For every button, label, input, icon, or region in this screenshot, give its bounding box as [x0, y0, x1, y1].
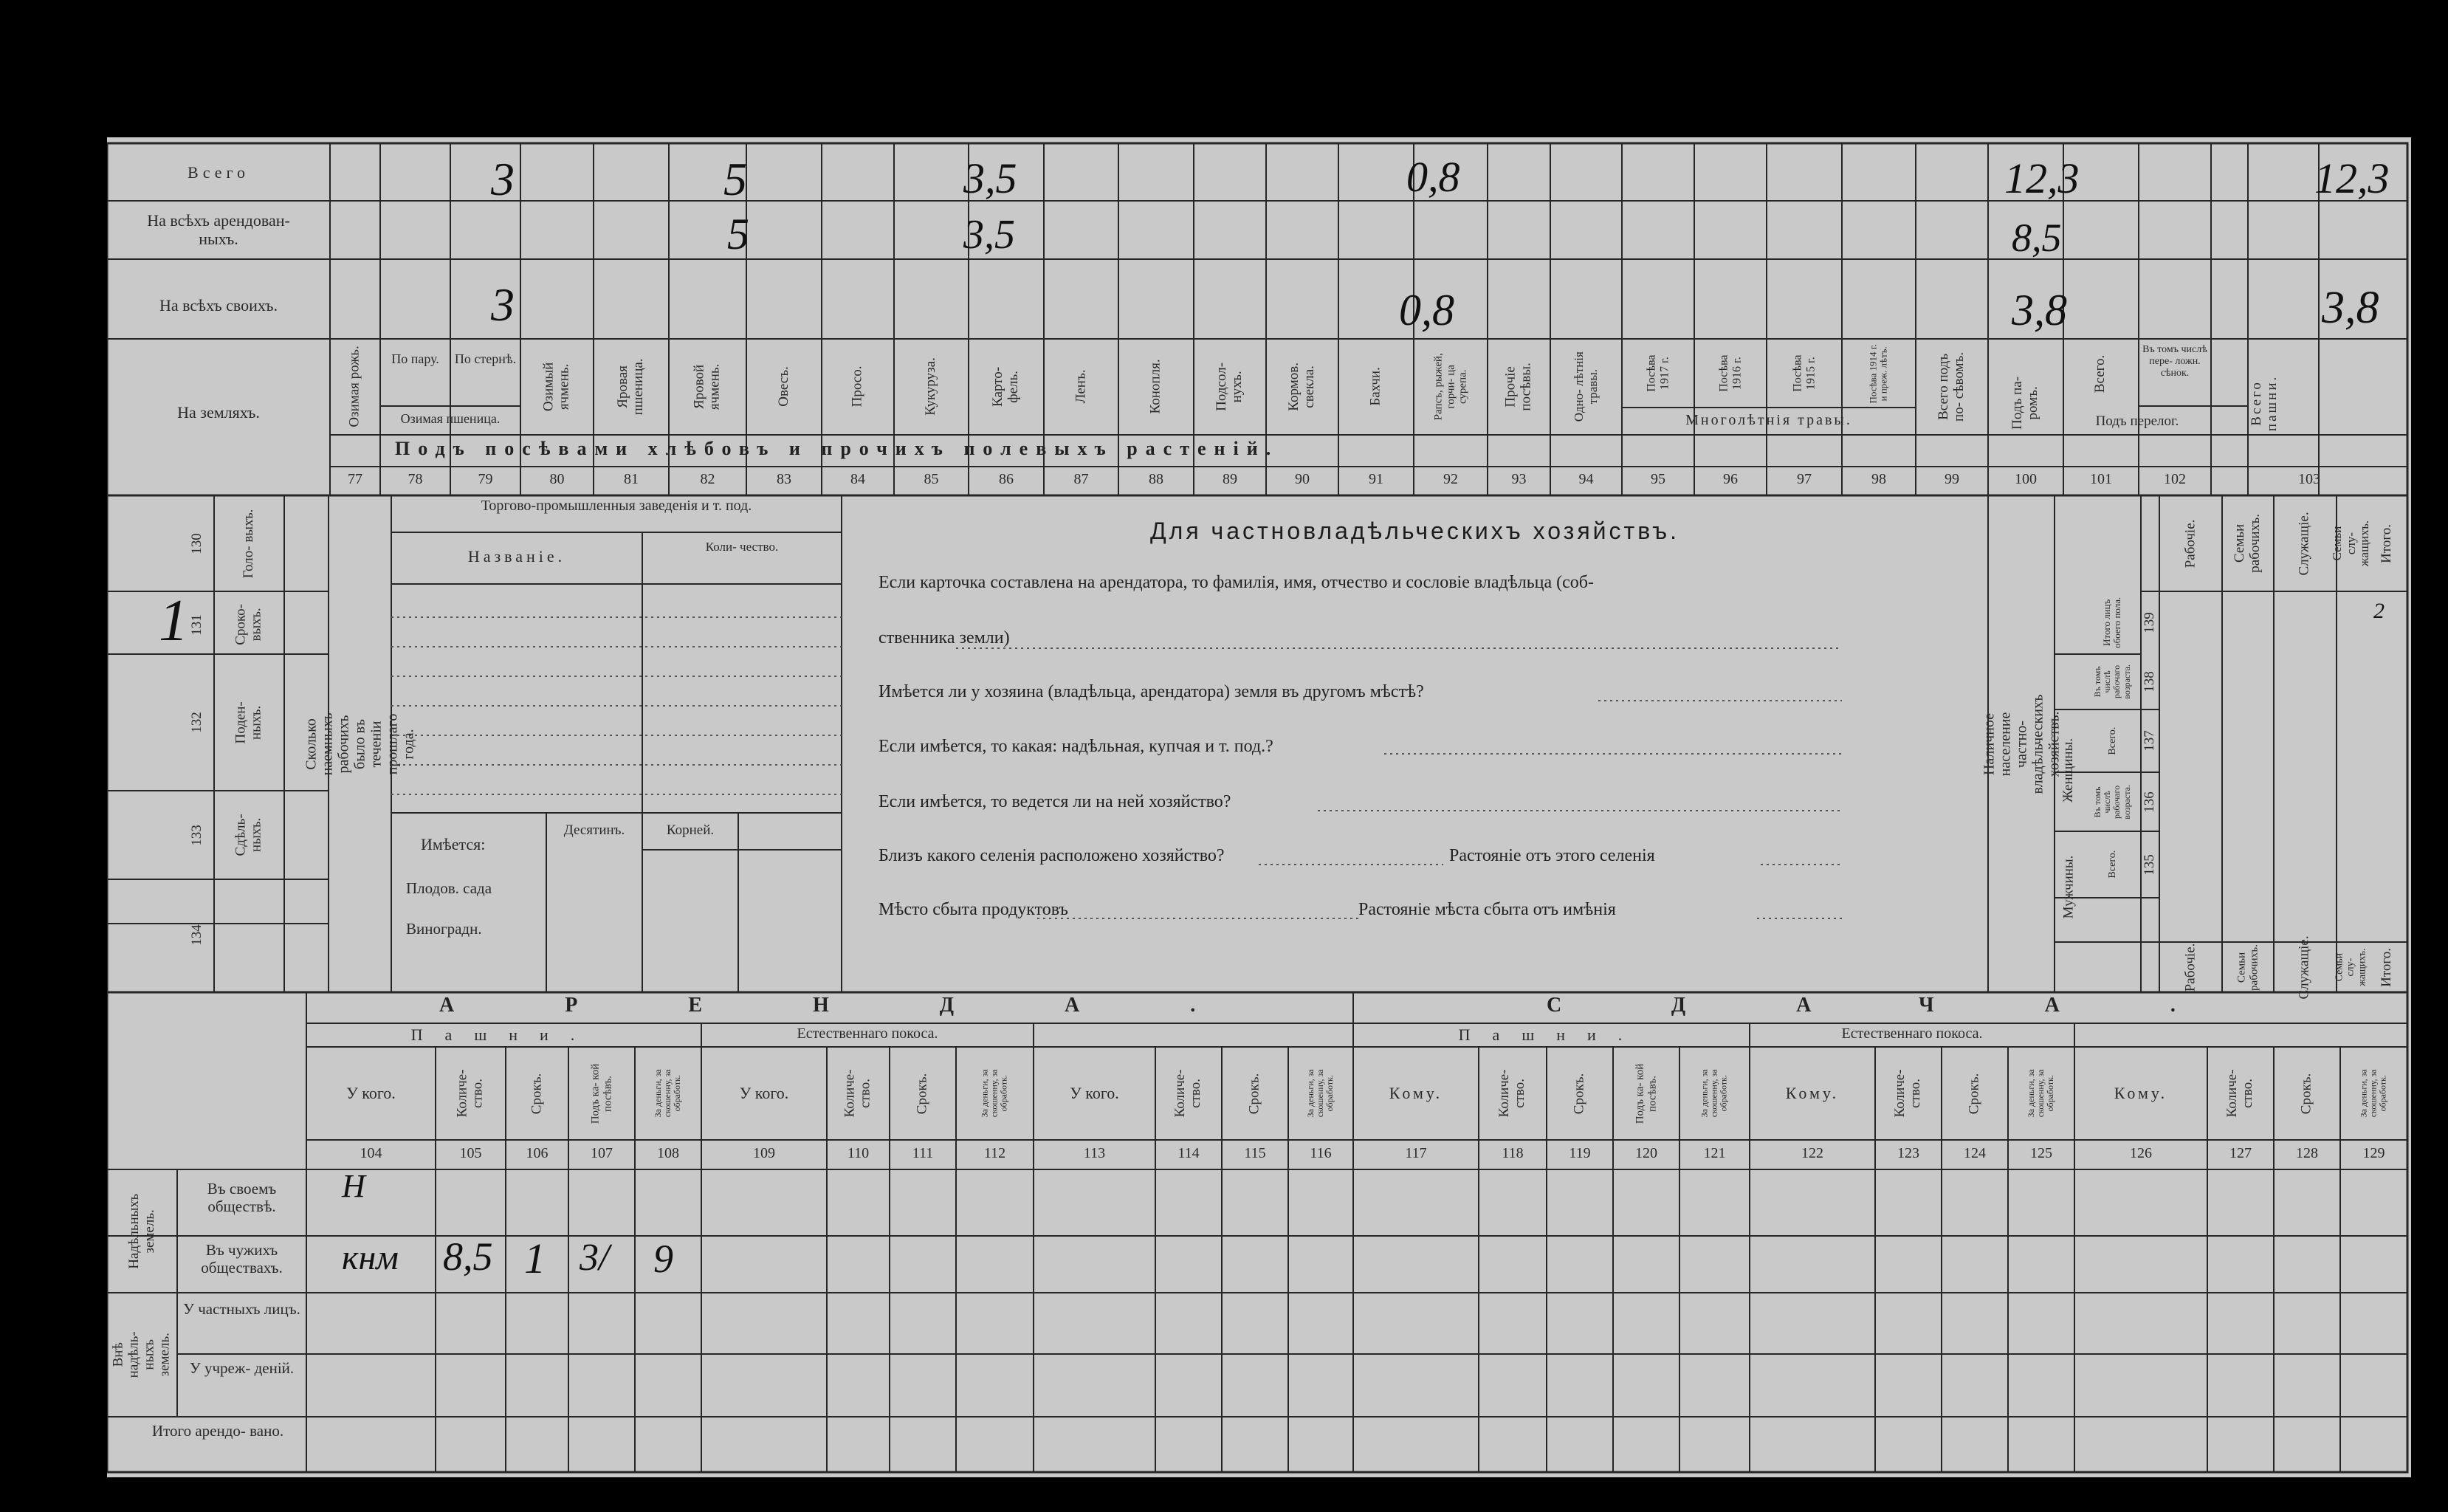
sdacha-posev-1: Подъ ка- кой посѣвъ.: [1634, 1063, 1658, 1124]
col-num-98: 98: [1871, 471, 1886, 487]
left-label-podennykh: Поден- ныхъ.: [233, 701, 264, 744]
header-sdacha: СДАЧА.: [1547, 994, 2286, 1017]
row-svoem-obshchestve: Въ своемъ обществѣ.: [207, 1180, 277, 1216]
arenda-pokos: Естественнаго покоса.: [797, 1025, 938, 1042]
label-nadelnykh: Надѣльныхъ земель.: [126, 1193, 157, 1269]
women-rab-vozrast: Въ томъ числѣ рабочаго возраста.: [2092, 664, 2132, 699]
header-arenda: АРЕНДА.: [439, 994, 1307, 1017]
trade-vineyard: Виноградн.: [406, 920, 482, 938]
women-label: Женщины.: [2060, 738, 2077, 803]
right-num-136: 136: [2142, 791, 2158, 813]
row-chuzhikh-obshchestvakh: Въ чужихъ обществахъ.: [201, 1241, 283, 1277]
arenda-dengi-3: За деньги, за скошенну, за обработк.: [1305, 1069, 1335, 1118]
hw-arend-82: 5: [727, 210, 749, 258]
col-head-86: Карто- фель.: [990, 366, 1021, 407]
row-label-svoikh: На всѣхъ своихъ.: [159, 296, 278, 315]
population-title: Наличное население частно-владѣльческихъ хозяйствъ.: [1981, 694, 2062, 794]
bnum-121: 121: [1703, 1145, 1726, 1161]
col-head-77: Озимая рожь.: [346, 346, 362, 427]
col-head-95: Посѣва 1917 г.: [1645, 354, 1671, 393]
col-num-102: 102: [2164, 471, 2186, 487]
right-num-137: 137: [2142, 730, 2158, 752]
arenda-u-kogo-1: У кого.: [346, 1084, 396, 1102]
bnum-116: 116: [1310, 1145, 1332, 1161]
col-num-95: 95: [1651, 471, 1665, 487]
col-num-79: 79: [478, 471, 493, 487]
col-head-pod-perelog: Подъ перелог.: [2095, 413, 2179, 429]
sdacha-srok-3: Срокъ.: [2298, 1073, 2314, 1114]
private-q6b: Растояніе мѣста сбыта отъ имѣнія: [1358, 900, 1616, 919]
col-head-ozimaya-pshenitsa: Озимая пшеница.: [400, 411, 501, 426]
private-q6: Мѣсто сбыта продуктовъ: [879, 900, 1068, 919]
left-label-srokovykh: Сроко- выхъ.: [233, 604, 264, 645]
private-title: Для частновладѣльческихъ хозяйствъ.: [1149, 518, 1680, 544]
bnum-118: 118: [1502, 1145, 1524, 1161]
private-q2: Имѣется ли у хозяина (владѣльца, арендатора) земля въ другомъ мѣстѣ?: [879, 682, 1424, 701]
trade-qty-head: Коли- чество.: [705, 540, 779, 554]
col-num-89: 89: [1223, 471, 1237, 487]
sdacha-srok-2: Срокъ.: [1966, 1073, 1982, 1114]
men-label: Мужчины.: [2060, 855, 2077, 918]
col-num-83: 83: [777, 471, 791, 487]
left-num-132: 132: [189, 712, 205, 733]
hw-svoi-103: 3,8: [2322, 283, 2379, 333]
bnum-128: 128: [2296, 1145, 2318, 1161]
col-head-98: Посѣва 1914 г. и преж. лѣтъ.: [1867, 343, 1889, 404]
col-num-84: 84: [850, 471, 865, 487]
sdacha-dengi-2: За деньги, за скошенну, за обработк.: [2026, 1069, 2056, 1118]
arenda-u-kogo-2: У кого.: [739, 1084, 789, 1102]
col-head-81: Яровая пшеница.: [615, 358, 646, 415]
col-head-93: Прочіе посѣвы.: [1502, 362, 1534, 411]
hw-r2-kol: 8,5: [443, 1234, 493, 1279]
sdacha-komu-3: Кому.: [2114, 1084, 2168, 1102]
arenda-srok-3: Срокъ.: [1246, 1073, 1262, 1114]
col-num-86: 86: [999, 471, 1014, 487]
bnum-117: 117: [1405, 1145, 1427, 1161]
hw-vsego-82: 5: [723, 153, 747, 205]
col-num-87: 87: [1073, 471, 1089, 487]
right-num-139: 139: [2142, 612, 2158, 633]
arenda-dengi-1: За деньги, за скошенну, за обработк.: [653, 1069, 683, 1118]
bnum-113: 113: [1083, 1145, 1106, 1161]
arenda-srok-1: Срокъ.: [529, 1073, 545, 1114]
col-num-81: 81: [624, 471, 639, 487]
col-head-84: Просо.: [849, 365, 865, 408]
col-head-79: По стернѣ.: [454, 351, 517, 366]
itogo-obo-pola: Итого лицъ обоего пола.: [2101, 597, 2123, 649]
hw-left-mark: 1: [159, 588, 188, 653]
col-num-99: 99: [1945, 471, 1959, 487]
right-head-rabochie: Рабочіе.: [2182, 519, 2198, 568]
census-card: [107, 137, 2411, 1477]
sdacha-pokos: Естественнаго покоса.: [1841, 1025, 1983, 1042]
right-head-semi-rabochikh: Семьи рабочихъ.: [2232, 514, 2263, 573]
col-num-100: 100: [2015, 471, 2037, 487]
hw-arend-99: 8,5: [2012, 216, 2062, 260]
right-head-sluzhashchie: Служащіе.: [2297, 511, 2313, 576]
men-vsego: Всего.: [2106, 850, 2118, 879]
men-rab-vozrast: Въ томъ числѣ рабочаго возраста.: [2092, 784, 2132, 819]
hw-right-itogo: 2: [2373, 599, 2385, 623]
arenda-kol-2: Количе- ство.: [842, 1069, 873, 1118]
row-label-vsego: Всего: [188, 163, 250, 182]
women-vsego: Всего.: [2106, 726, 2118, 755]
col-head-94: Одно- лѣтнія травы.: [1571, 351, 1600, 422]
sdacha-komu-2: Кому.: [1785, 1084, 1840, 1102]
col-num-85: 85: [924, 471, 939, 487]
right-num-135: 135: [2142, 853, 2158, 876]
bnum-124: 124: [1964, 1145, 1986, 1161]
arenda-posev-1: Подъ ка- кой посѣвъ.: [589, 1063, 613, 1124]
row-label-arendovannykh: На всѣхъ арендован- ныхъ.: [147, 211, 290, 249]
hw-r2-dengi: 9: [653, 1237, 673, 1281]
col-head-mnogoletnie: Многолѣтнія травы.: [1685, 412, 1852, 428]
col-num-78: 78: [408, 471, 423, 487]
private-q1b: ственника земли): [879, 628, 1010, 647]
right-head-itogo: Итого.: [2378, 523, 2394, 563]
right-head-semi-sluzh: Семьи слу- жащихъ.: [2329, 520, 2372, 567]
hw-arend-85: 3,5: [963, 212, 1015, 258]
right-foot-itogo: Итого.: [2378, 947, 2394, 987]
private-q5b: Растояніе отъ этого селенія: [1449, 846, 1655, 865]
bnum-108: 108: [657, 1145, 679, 1161]
col-head-82: Яровой ячмень.: [691, 363, 723, 410]
col-num-96: 96: [1723, 471, 1738, 487]
trade-kornei: Корней.: [666, 822, 715, 838]
bnum-110: 110: [847, 1145, 870, 1161]
trade-title: Торгово-промышленныя заведенія и т. под.: [481, 498, 752, 514]
left-num-131: 131: [189, 614, 205, 636]
row-itogo-arendovano: Итого арендо- вано.: [151, 1422, 284, 1440]
sdacha-kol-3: Количе- ство.: [2224, 1069, 2255, 1118]
sdacha-pashni: Пашни.: [1458, 1025, 1645, 1044]
col-head-99: Всего подъ по- сѣвомъ.: [1936, 351, 1967, 422]
sdacha-kol-2: Количе- ство.: [1892, 1069, 1923, 1118]
left-num-130: 130: [189, 532, 205, 554]
col-num-80: 80: [549, 471, 565, 487]
row-chastnykh-lits: У частныхъ лицъ.: [183, 1300, 300, 1318]
right-foot-semi-sluzh: Семьи слу- жащихъ.: [2334, 948, 2368, 986]
private-q5: Близъ какого селенія расположено хозяйство?: [879, 846, 1225, 865]
col-head-96: Посѣва 1916 г.: [1717, 354, 1743, 393]
bnum-126: 126: [2130, 1145, 2152, 1161]
arenda-u-kogo-3: У кого.: [1070, 1084, 1119, 1102]
arenda-dengi-2: За деньги, за скошенну, за обработк.: [979, 1069, 1010, 1118]
bnum-112: 112: [983, 1145, 1006, 1161]
col-num-82: 82: [700, 471, 715, 487]
hw-vsego-103: 12,3: [2314, 154, 2390, 202]
arenda-pashni: Пашни.: [410, 1025, 597, 1044]
trade-garden: Плодов. сада: [406, 879, 492, 897]
col-head-80: Озимый ячмень.: [540, 362, 572, 411]
banner-pod-posevami: Подъ посѣвами хлѣбовъ и прочихъ полевыхъ растеній.: [395, 438, 1279, 459]
arenda-kol-3: Количе- ство.: [1172, 1069, 1203, 1118]
col-head-102: Въ томъ числѣ пере- ложн. сѣнок.: [2142, 344, 2207, 379]
col-head-91: Бахчи.: [1367, 367, 1383, 406]
hw-svoi-91: 0,8: [1399, 286, 1454, 334]
label-vne-nadel: Внѣ надѣль- ныхъ земель.: [110, 1331, 173, 1378]
row-label-na-zemlyakh: На земляхъ.: [177, 403, 260, 422]
private-q4: Если имѣется, то ведется ли на ней хозяйство?: [879, 792, 1231, 811]
col-head-92: Рапсъ, рыжей, горчи- ца сурепа.: [1432, 353, 1469, 420]
right-foot-semi-rabochikh: Семьи рабочихъ.: [2235, 944, 2260, 991]
hw-r1-u-kogo: Н: [342, 1168, 365, 1204]
hw-svoi-99: 3,8: [2012, 286, 2067, 334]
left-num-133: 133: [189, 824, 205, 846]
col-head-101: Всего.: [2092, 354, 2108, 393]
bnum-107: 107: [591, 1145, 613, 1161]
left-label-sdelnykh: Сдѣль- ныхъ.: [233, 814, 264, 856]
sdacha-srok-1: Срокъ.: [1571, 1073, 1587, 1114]
bnum-114: 114: [1177, 1145, 1200, 1161]
bnum-115: 115: [1244, 1145, 1266, 1161]
col-num-90: 90: [1295, 471, 1310, 487]
col-num-77: 77: [348, 471, 362, 487]
bnum-109: 109: [753, 1145, 775, 1161]
col-num-88: 88: [1149, 471, 1163, 487]
sdacha-dengi-3: За деньги, за скошенну, за обработк.: [2358, 1069, 2389, 1118]
hw-vsego-79: 3: [491, 153, 515, 205]
col-head-88: Конопля.: [1147, 359, 1163, 414]
col-num-101: 101: [2090, 471, 2112, 487]
row-uchrezhdenii: У учреж- деній.: [189, 1359, 295, 1377]
left-num-134: 134: [189, 924, 205, 946]
hw-r2-u-kogo: кнм: [342, 1238, 399, 1277]
col-head-87: Ленъ.: [1073, 369, 1089, 404]
col-head-83: Овесъ.: [775, 366, 791, 407]
sdacha-dengi-1: За деньги, за скошенну, за обработк.: [1699, 1069, 1730, 1118]
hw-r2-posev: 3/: [580, 1237, 610, 1279]
right-num-138: 138: [2142, 671, 2158, 693]
col-head-90: Кормов. свекла.: [1286, 362, 1317, 411]
private-q3: Если имѣется, то какая: надѣльная, купчая и т. под.?: [879, 737, 1273, 756]
right-foot-sluzhashchie: Служащіе.: [2297, 935, 2313, 1000]
sdacha-kol-1: Количе- ство.: [1496, 1069, 1527, 1118]
col-head-103: Всего пашни.: [2248, 374, 2280, 432]
trade-desyatin: Десятинъ.: [563, 822, 625, 838]
hw-vsego-85: 3,5: [963, 154, 1017, 202]
hw-r2-srok: 1: [524, 1234, 546, 1282]
bnum-104: 104: [360, 1145, 382, 1161]
hired-workers-title: Сколько наемныхъ рабочихъ было въ теченіи прошлаго года.: [303, 712, 417, 775]
bnum-122: 122: [1801, 1145, 1823, 1161]
arenda-srok-2: Срокъ.: [914, 1073, 930, 1114]
col-head-89: Подсол- нухъ.: [1214, 362, 1245, 411]
col-head-78: По пару.: [391, 351, 439, 366]
bnum-120: 120: [1635, 1145, 1657, 1161]
col-num-97: 97: [1797, 471, 1812, 487]
bnum-129: 129: [2362, 1145, 2385, 1161]
bnum-119: 119: [1569, 1145, 1591, 1161]
col-head-97: Посѣва 1915 г.: [1791, 354, 1817, 393]
arenda-kol-1: Количе- ство.: [454, 1069, 486, 1118]
hw-vsego-91: 0,8: [1406, 153, 1460, 201]
col-head-85: Кукуруза.: [923, 357, 939, 416]
bnum-105: 105: [459, 1145, 482, 1161]
bnum-123: 123: [1897, 1145, 1919, 1161]
left-label-golovykh: Голо- выхъ.: [241, 509, 257, 578]
right-foot-rabochie: Рабочіе.: [2182, 943, 2198, 992]
bnum-127: 127: [2229, 1145, 2252, 1161]
col-num-93: 93: [1511, 471, 1527, 487]
col-num-103: 103: [2298, 471, 2320, 487]
hw-vsego-99: 12,3: [2004, 154, 2080, 202]
col-num-94: 94: [1578, 471, 1594, 487]
bnum-106: 106: [526, 1145, 549, 1161]
hw-svoi-79: 3: [491, 278, 515, 331]
col-num-92: 92: [1443, 471, 1458, 487]
private-q1: Если карточка составлена на арендатора, то фамилія, имя, отчество и сословіе владѣльца (соб-: [879, 573, 1595, 592]
trade-name-head: Названіе.: [467, 547, 566, 566]
trade-has: Имѣется:: [421, 835, 486, 853]
col-num-91: 91: [1369, 471, 1383, 487]
col-head-100: Подъ па- ромъ.: [2009, 377, 2040, 430]
sdacha-komu-1: Кому.: [1389, 1084, 1443, 1102]
bnum-125: 125: [2030, 1145, 2052, 1161]
bnum-111: 111: [912, 1145, 934, 1161]
